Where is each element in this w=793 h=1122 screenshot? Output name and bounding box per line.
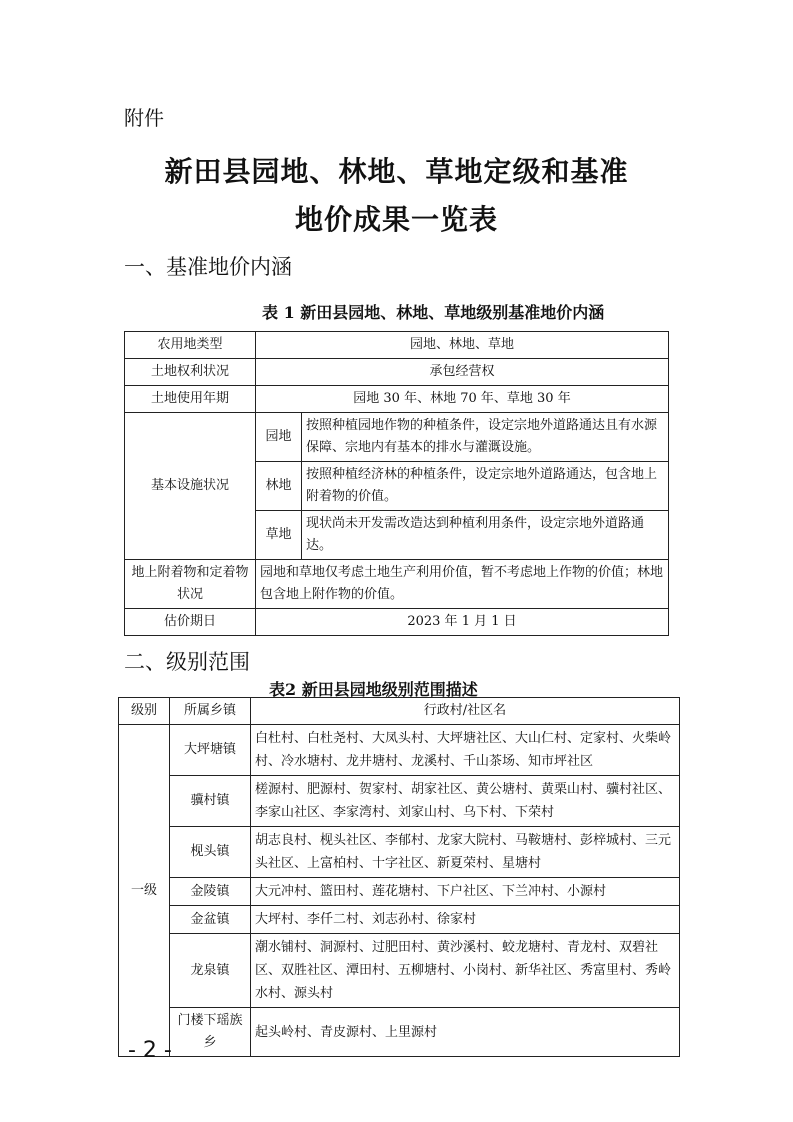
table-header-row xyxy=(119,698,680,725)
section2-heading: 二、级别范围 xyxy=(124,650,250,674)
infra-orchard-value: 按照种植园地作物的种植条件，设定宗地外道路通达且有水源保障、宗地内有基本的排水与灌溉设施。 xyxy=(302,413,669,462)
table-row xyxy=(125,386,669,413)
town-villages: 潮水铺村、洞源村、过肥田村、黄沙溪村、蛟龙塘村、青龙村、双碧社区、双胜社区、潭田村、五柳塘村、小岗村、新华社区、秀富里村、秀岭水村、源头村 xyxy=(251,934,680,1008)
table-row xyxy=(119,1008,680,1057)
infra-grass-value: 现状尚未开发需改造达到种植利用条件，设定宗地外道路通达。 xyxy=(302,511,669,560)
document-title-line2: 地价成果一览表 xyxy=(294,203,498,236)
infra-forest-value: 按照种植经济林的种植条件，设定宗地外道路通达，包含地上附着物的价值。 xyxy=(302,462,669,511)
town-name: 大坪塘镇 xyxy=(170,725,251,776)
valuation-date-value: 2023 年 1 月 1 日 xyxy=(256,609,669,636)
table1-caption: 表 1 新田县园地、林地、草地级别基准地价内涵 xyxy=(262,303,605,322)
town-name: 枧头镇 xyxy=(170,827,251,878)
table-row xyxy=(119,725,680,776)
infra-label: 基本设施状况 xyxy=(125,413,256,560)
table-row xyxy=(125,609,669,636)
attachments-value: 园地和草地仅考虑土地生产利用价值，暂不考虑地上作物的价值；林地包含地上附作物的价值。 xyxy=(256,560,669,609)
rights-value: 承包经营权 xyxy=(256,359,669,386)
years-value: 园地 30 年、林地 70 年、草地 30 年 xyxy=(256,386,669,413)
table-row xyxy=(119,878,680,906)
town-villages: 白杜村、白杜尧村、大凤头村、大坪塘社区、大山仁村、定家村、火柴岭村、冷水塘村、龙井塘村、龙溪村、千山茶场、知市坪社区 xyxy=(251,725,680,776)
benchmark-price-table xyxy=(124,331,669,636)
section1-heading: 一、基准地价内涵 xyxy=(124,255,292,279)
years-label: 土地使用年期 xyxy=(125,386,256,413)
table-row xyxy=(125,332,669,359)
table-row xyxy=(119,934,680,1008)
town-villages: 槎源村、肥源村、贺家村、胡家社区、黄公塘村、黄栗山村、骥村社区、李家山社区、李家湾村、刘家山村、乌下村、下荣村 xyxy=(251,776,680,827)
town-villages: 大坪村、李仟二村、刘志孙村、徐家村 xyxy=(251,906,680,934)
town-name: 金盆镇 xyxy=(170,906,251,934)
table-row xyxy=(125,413,669,462)
page-number: - 2 - xyxy=(128,1038,172,1063)
orchard-level-range-table xyxy=(118,697,680,1057)
table-row xyxy=(119,776,680,827)
header-villages: 行政村/社区名 xyxy=(251,698,680,725)
town-name: 骥村镇 xyxy=(170,776,251,827)
infra-grass-label: 草地 xyxy=(256,511,302,560)
land-type-label: 农用地类型 xyxy=(125,332,256,359)
table-row xyxy=(119,906,680,934)
town-name: 龙泉镇 xyxy=(170,934,251,1008)
town-villages: 起头岭村、青皮源村、上里源村 xyxy=(251,1008,680,1057)
town-villages: 胡志良村、枧头社区、李郁村、龙家大院村、马鞍塘村、彭梓城村、三元头社区、上富柏村、十字社区、新夏荣村、星塘村 xyxy=(251,827,680,878)
table2-caption: 表2 新田县园地级别范围描述 xyxy=(269,680,478,699)
table-row xyxy=(119,827,680,878)
town-name: 金陵镇 xyxy=(170,878,251,906)
land-type-value: 园地、林地、草地 xyxy=(256,332,669,359)
header-town: 所属乡镇 xyxy=(170,698,251,725)
table-row xyxy=(125,560,669,609)
attachments-label: 地上附着物和定着物状况 xyxy=(125,560,256,609)
infra-orchard-label: 园地 xyxy=(256,413,302,462)
rights-label: 土地权利状况 xyxy=(125,359,256,386)
infra-forest-label: 林地 xyxy=(256,462,302,511)
level-cell: 一级 xyxy=(119,725,170,1057)
table-row xyxy=(125,359,669,386)
valuation-date-label: 估价期日 xyxy=(125,609,256,636)
attachment-label: 附件 xyxy=(124,106,164,130)
document-title-line1: 新田县园地、林地、草地定级和基准 xyxy=(164,155,629,188)
header-level: 级别 xyxy=(119,698,170,725)
town-name: 门楼下瑶族乡 xyxy=(170,1008,251,1057)
town-villages: 大元冲村、篮田村、莲花塘村、下户社区、下兰冲村、小源村 xyxy=(251,878,680,906)
